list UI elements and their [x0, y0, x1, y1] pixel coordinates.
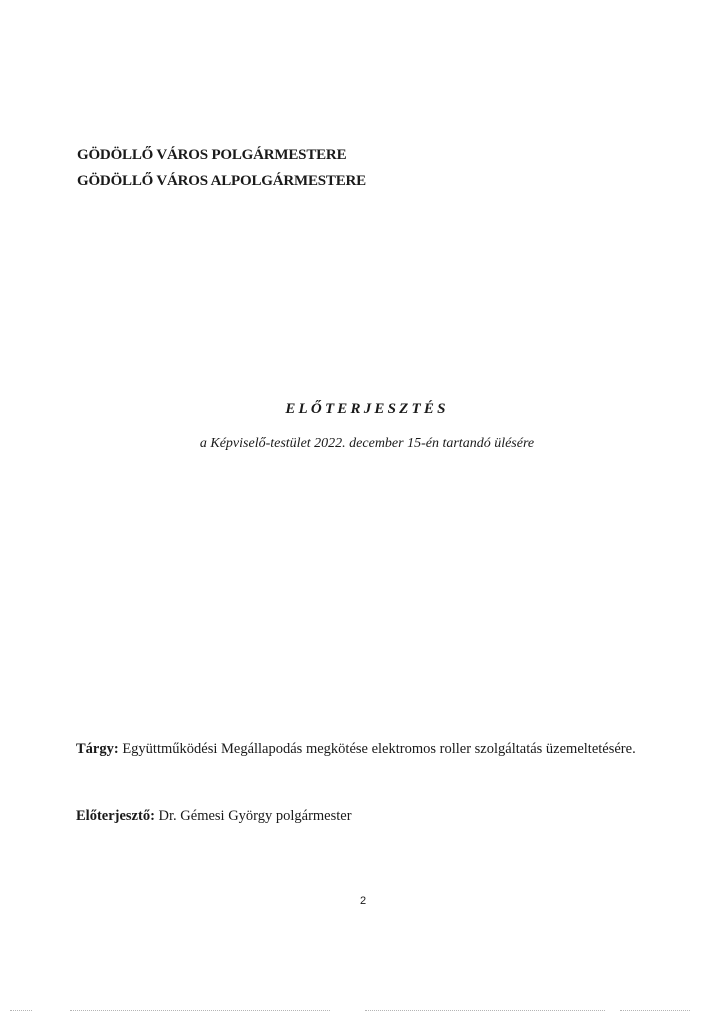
page-number: 2: [359, 895, 367, 907]
presenter-label: Előterjesztő:: [76, 808, 155, 824]
issuer-mayor: GÖDÖLLŐ VÁROS POLGÁRMESTERE: [77, 147, 347, 163]
document-subtitle: a Képviselő-testület 2022. december 15-én tartandó ülésére: [199, 436, 535, 451]
presenter-text: Dr. Gémesi György polgármester: [158, 808, 352, 824]
subject-line: [76, 741, 636, 758]
issuer-deputy-mayor: GÖDÖLLŐ VÁROS ALPOLGÁRMESTERE: [77, 173, 366, 189]
subject-label: Tárgy:: [76, 741, 119, 757]
scan-artifact-strip: [0, 1008, 724, 1014]
subject-text: Együttműködési Megállapodás megkötése elektromos roller szolgáltatás üzemeltetésére.: [122, 741, 636, 757]
document-title: ELŐTERJESZTÉS: [285, 401, 449, 417]
presenter-line: [76, 808, 352, 825]
